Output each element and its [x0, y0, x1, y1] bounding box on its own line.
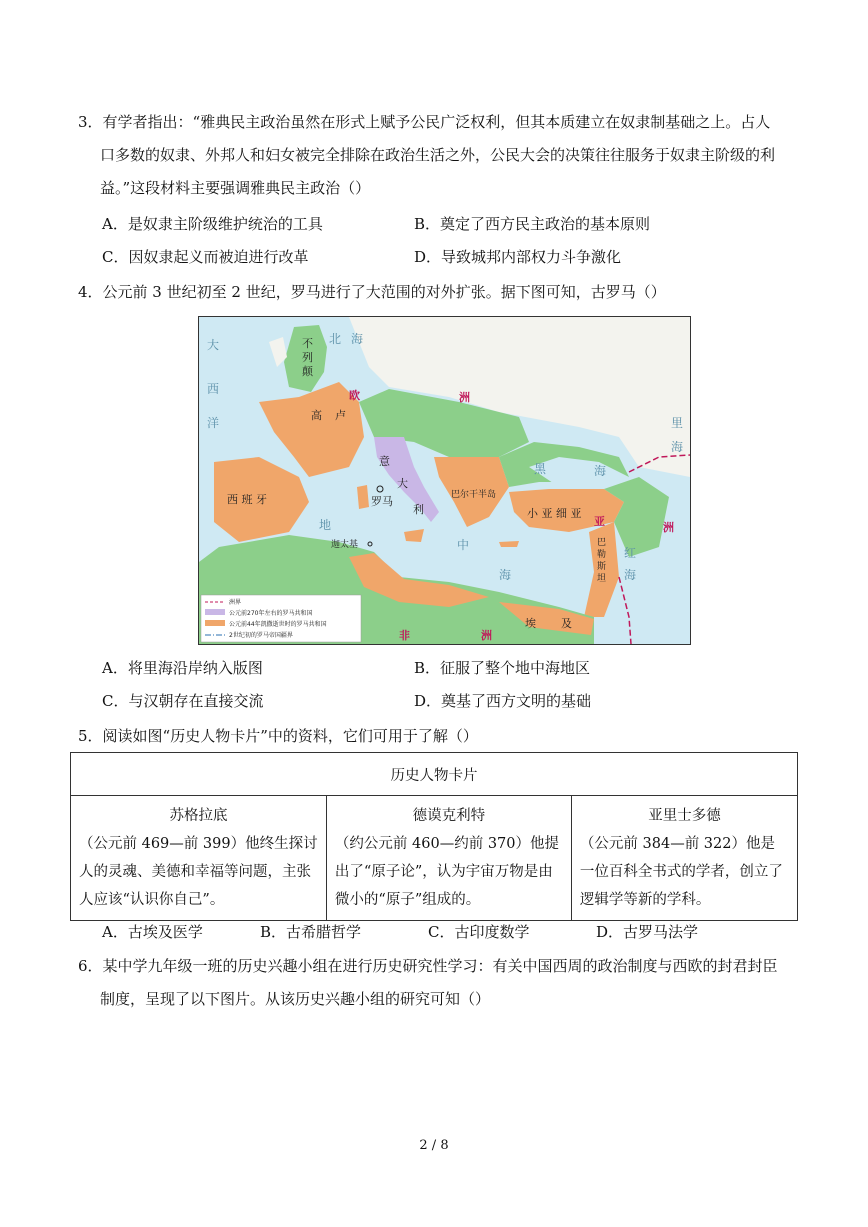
label-africa-1: 非: [399, 629, 410, 642]
label-egypt-1: 埃: [525, 617, 536, 630]
crete-land: [499, 541, 519, 547]
map-svg: [199, 317, 690, 644]
q5-option-c[interactable]: C．古印度数学: [428, 923, 530, 941]
legend-swatch-44bc: [205, 620, 225, 626]
question-5: [78, 720, 798, 753]
label-rome: 罗马: [371, 495, 393, 508]
label-europe-1: 欧: [349, 389, 360, 402]
label-balkan: 巴尔干半岛: [451, 490, 497, 500]
label-carthage: 迦太基: [331, 540, 359, 550]
label-italy-3: 利: [413, 503, 424, 516]
q3-option-b[interactable]: B．奠定了西方民主政治的基本原则: [414, 215, 651, 233]
q4-option-a[interactable]: A．将里海沿岸纳入版图: [102, 659, 263, 677]
q3-options: [102, 208, 802, 274]
card-person-2: [326, 796, 571, 921]
legend-item-1: 洲界: [229, 599, 242, 606]
card-title: 历史人物卡片: [71, 753, 798, 796]
label-med-3: 海: [499, 568, 512, 582]
label-italy-2: 大: [397, 477, 408, 490]
q3-line-3: 益。”这段材料主要强调雅典民主政治（）: [100, 179, 371, 197]
label-med-2: 中: [457, 538, 470, 552]
corsica-land: [357, 485, 369, 509]
q5-options: [102, 916, 802, 949]
q3-option-a[interactable]: A．是奴隶主阶级维护统治的工具: [102, 215, 323, 233]
label-europe-2: 洲: [459, 391, 470, 404]
q5-stem: 5．阅读如图“历史人物卡片”中的资料，它们可用于了解（）: [78, 727, 478, 745]
q4-stem: 4．公元前 3 世纪初至 2 世纪，罗马进行了大范围的对外扩张。据下图可知，古罗马（）: [78, 283, 666, 301]
label-gaul-1: 高: [311, 409, 322, 422]
label-asia-1: 亚: [594, 515, 605, 528]
label-black-sea-2: 海: [594, 464, 607, 478]
label-palestine-2: 勒: [597, 550, 607, 560]
label-spain: 西 班 牙: [227, 493, 267, 506]
legend-item-2: 公元前270年左右的罗马共和国: [229, 610, 313, 617]
label-atlantic-2: 西: [207, 382, 220, 396]
label-italy-1: 意: [379, 455, 390, 468]
q3-option-c[interactable]: C．因奴隶起义而被迫进行改革: [102, 248, 309, 266]
person-2-name: 德谟克利特: [412, 808, 486, 824]
person-1-name: 苏格拉底: [169, 808, 228, 824]
label-britain-2: 列: [302, 351, 313, 364]
label-britain-1: 不: [302, 337, 313, 350]
question-4: [78, 276, 798, 309]
label-red-sea-1: 红: [624, 546, 637, 560]
label-black-sea-1: 黑: [534, 462, 547, 476]
label-caspian-2: 海: [671, 440, 684, 454]
label-atlantic-3: 洋: [207, 416, 220, 430]
label-egypt-2: 及: [561, 617, 572, 630]
label-asia-minor: 小 亚 细 亚: [527, 507, 582, 520]
label-britain-3: 颠: [302, 365, 313, 378]
q4-options: [102, 652, 802, 718]
q3-line-1: 3．有学者指出：“雅典民主政治虽然在形式上赋予公民广泛权利，但其本质建立在奴隶制基础之上。占人: [78, 113, 771, 131]
q3-option-d[interactable]: D．导致城邦内部权力斗争激化: [414, 248, 622, 266]
label-palestine-4: 坦: [597, 574, 607, 584]
roman-expansion-map: [198, 316, 691, 645]
card-person-3: [571, 796, 797, 921]
legend-swatch-270bc: [205, 609, 225, 615]
label-north-sea-1: 北: [329, 332, 342, 346]
person-2-text: （约公元前 460—约前 370）他提出了“原子论”，认为宇宙万物是由微小的“原子”组成的。: [334, 836, 559, 908]
q6-line-2: 制度，呈现了以下图片。从该历史兴趣小组的研究可知（）: [100, 990, 491, 1008]
q5-option-d[interactable]: D．古罗马法学: [596, 923, 699, 941]
label-africa-2: 洲: [481, 629, 492, 642]
label-north-sea-2: 海: [351, 332, 364, 346]
question-3: [78, 106, 798, 205]
label-atlantic-1: 大: [207, 338, 220, 352]
person-1-text: （公元前 469—前 399）他终生探讨人的灵魂、美德和幸福等问题，主张人应该“认识你自己”。: [79, 836, 318, 908]
legend-item-4: 2世纪初的罗马帝国疆界: [229, 632, 293, 639]
map-legend: [201, 595, 361, 642]
person-3-name: 亚里士多德: [648, 808, 721, 824]
card-person-1: [71, 796, 327, 921]
q6-line-1: 6．某中学九年级一班的历史兴趣小组在进行历史研究性学习：有关中国西周的政治制度与西欧的封君封臣: [78, 957, 778, 975]
label-med-1: 地: [319, 518, 332, 532]
label-gaul-2: 卢: [335, 409, 346, 422]
page-number: 2 / 8: [419, 1138, 449, 1153]
label-palestine-3: 斯: [597, 562, 607, 572]
label-caspian-1: 里: [671, 416, 684, 430]
q4-option-b[interactable]: B．征服了整个地中海地区: [414, 659, 591, 677]
q5-option-a[interactable]: A．古埃及医学: [102, 923, 203, 941]
person-3-text: （公元前 384—前 322）他是一位百科全书式的学者，创立了逻辑学等新的学科。: [579, 836, 783, 908]
label-palestine-1: 巴: [597, 538, 607, 548]
label-red-sea-2: 海: [624, 568, 637, 582]
q4-option-d[interactable]: D．奠基了西方文明的基础: [414, 692, 592, 710]
q3-line-2: 口多数的奴隶、外邦人和妇女被完全排除在政治生活之外，公民大会的决策往往服务于奴隶主阶级的利: [100, 146, 776, 164]
question-6: [78, 950, 798, 1016]
history-card-table: [70, 752, 798, 921]
q5-option-b[interactable]: B．古希腊哲学: [260, 923, 362, 941]
q4-option-c[interactable]: C．与汉朝存在直接交流: [102, 692, 264, 710]
label-asia-2: 洲: [663, 521, 674, 534]
legend-item-3: 公元前44年凯撒逝世时的罗马共和国: [229, 621, 327, 628]
